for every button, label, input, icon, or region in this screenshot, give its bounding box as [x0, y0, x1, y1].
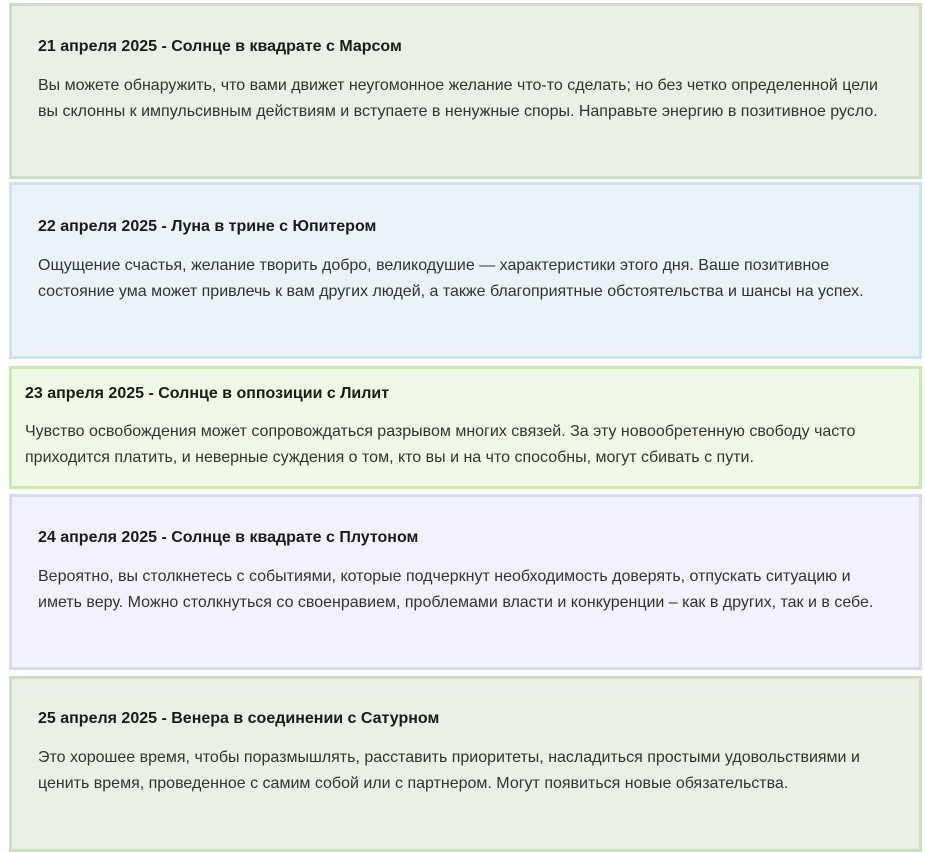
entry-card-apr-21 [9, 3, 922, 179]
entry-text: Вы можете обнаружить, что вами движет неугомонное желание что-то сделать; но без четко определенной цели вы склонны к импульсивным действиям и вступаете в ненужные споры. Направьте энергию в позитивное русло. [38, 77, 878, 120]
entry-card-apr-22 [9, 182, 922, 359]
entry-text: Это хорошее время, чтобы поразмышлять, расставить приоритеты, насладиться простыми удовольствиями и ценить время, проведенное с самим собой или с партнером. Могут появиться новые обязательства. [38, 749, 860, 792]
entry-title: 25 апреля 2025 - Венера в соединении с Сатурном [38, 710, 440, 727]
entry-card-apr-25 [9, 676, 922, 852]
entry-card-apr-24 [9, 494, 922, 670]
entry-title: 24 апреля 2025 - Солнце в квадрате с Плутоном [38, 529, 419, 546]
entry-text: Ощущение счастья, желание творить добро, великодушие — характеристики этого дня. Ваше позитивное состояние ума может привлечь к вам других людей, а также благоприятные обстоятельства и шансы на успех. [38, 257, 864, 300]
entry-title: 21 апреля 2025 - Солнце в квадрате с Марсом [38, 38, 402, 55]
entry-title: 23 апреля 2025 - Солнце в оппозиции с Лилит [25, 385, 390, 402]
entry-title: 22 апреля 2025 - Луна в трине с Юпитером [38, 218, 377, 235]
entry-text: Вероятно, вы столкнетесь с событиями, которые подчеркнут необходимость доверять, отпускать ситуацию и иметь веру. Можно столкнуться со своенравием, проблемами власти и конкуренции – как в других, так и в себе. [38, 568, 874, 611]
entry-text: Чувство освобождения может сопровождаться разрывом многих связей. За эту новообретенную свободу часто приходится платить, и неверные суждения о том, кто вы и на что способны, могут сбивать с пути. [25, 423, 856, 466]
entry-card-apr-23 [9, 366, 922, 489]
